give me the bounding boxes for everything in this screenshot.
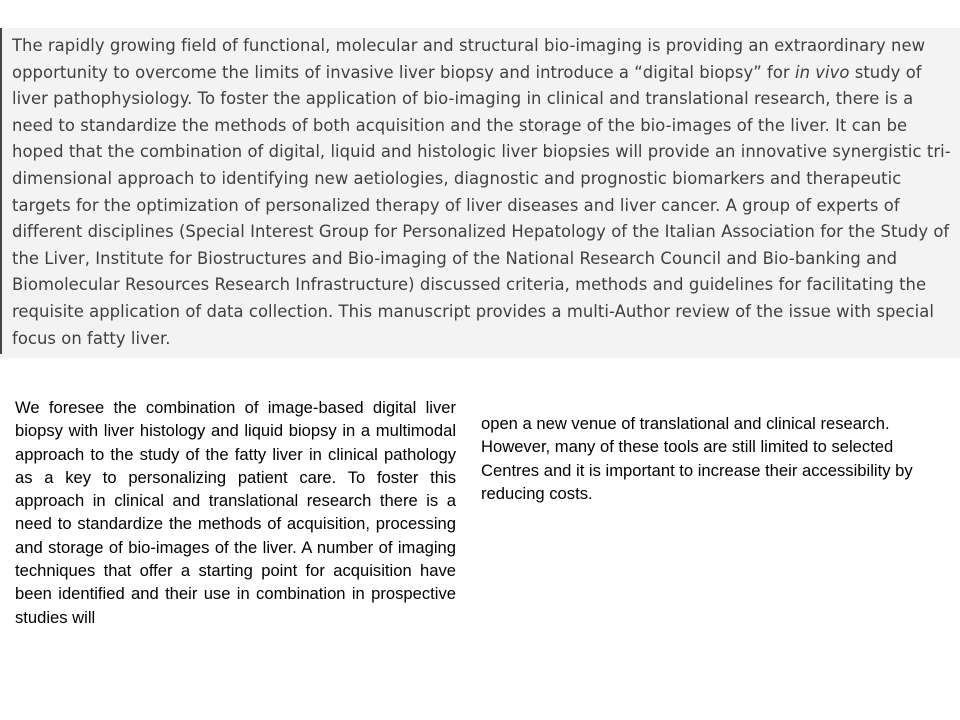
abstract-italic-term: in vivo xyxy=(794,62,850,82)
abstract-text-part-1: The rapidly growing field of functional, molecular and structural bio-imaging is providing an extraordinary new opportunity to overcome the limits of invasive liver biopsy and introduce a “digital biopsy” for xyxy=(12,36,926,82)
abstract-left-border xyxy=(0,28,2,354)
abstract-panel xyxy=(0,28,960,358)
abstract-text-part-2: study of liver pathophysiology. To foster the application of bio-imaging in clinical and translational research, there is a need to standardize the methods of both acquisition and the storage of the bio-images of the liver. It can be hoped that the combination of digital, liquid and histologic liver biopsies will provide an innovative synergistic tri-dimensional approach to identifying new aetiologies, diagnostic and prognostic biomarkers and therapeutic targets for the optimization of personalized therapy of liver diseases and liver cancer. A group of experts of different disciplines (Special Interest Group for Personalized Hepatology of the Italian Association for the Study of the Liver, Institute for Biostructures and Bio-imaging of the National Research Council and Bio-banking and Biomolecular Resources Research Infrastructure) discussed criteria, methods and guidelines for facilitating the requisite application of data collection. This manuscript provides a multi-Author review of the issue with special focus on fatty liver. xyxy=(12,62,951,348)
summary-right-column: open a new venue of translational and clinical research. However, many of these tools are still limited to selected Centres and it is important to increase their accessibility by reducing costs. xyxy=(481,414,913,503)
abstract-text xyxy=(12,33,952,352)
summary-left-column: We foresee the combination of image-based digital liver biopsy with liver histology and liquid biopsy in a multimodal approach to the study of the fatty liver in clinical pathology as a key to personalizing patient care. To foster this approach in clinical and translational research there is a need to standardize the methods of acquisition, processing and storage of bio-images of the liver. A number of imaging techniques that offer a starting point for acquisition have been identified and their use in combination in prospective studies will xyxy=(15,398,456,627)
